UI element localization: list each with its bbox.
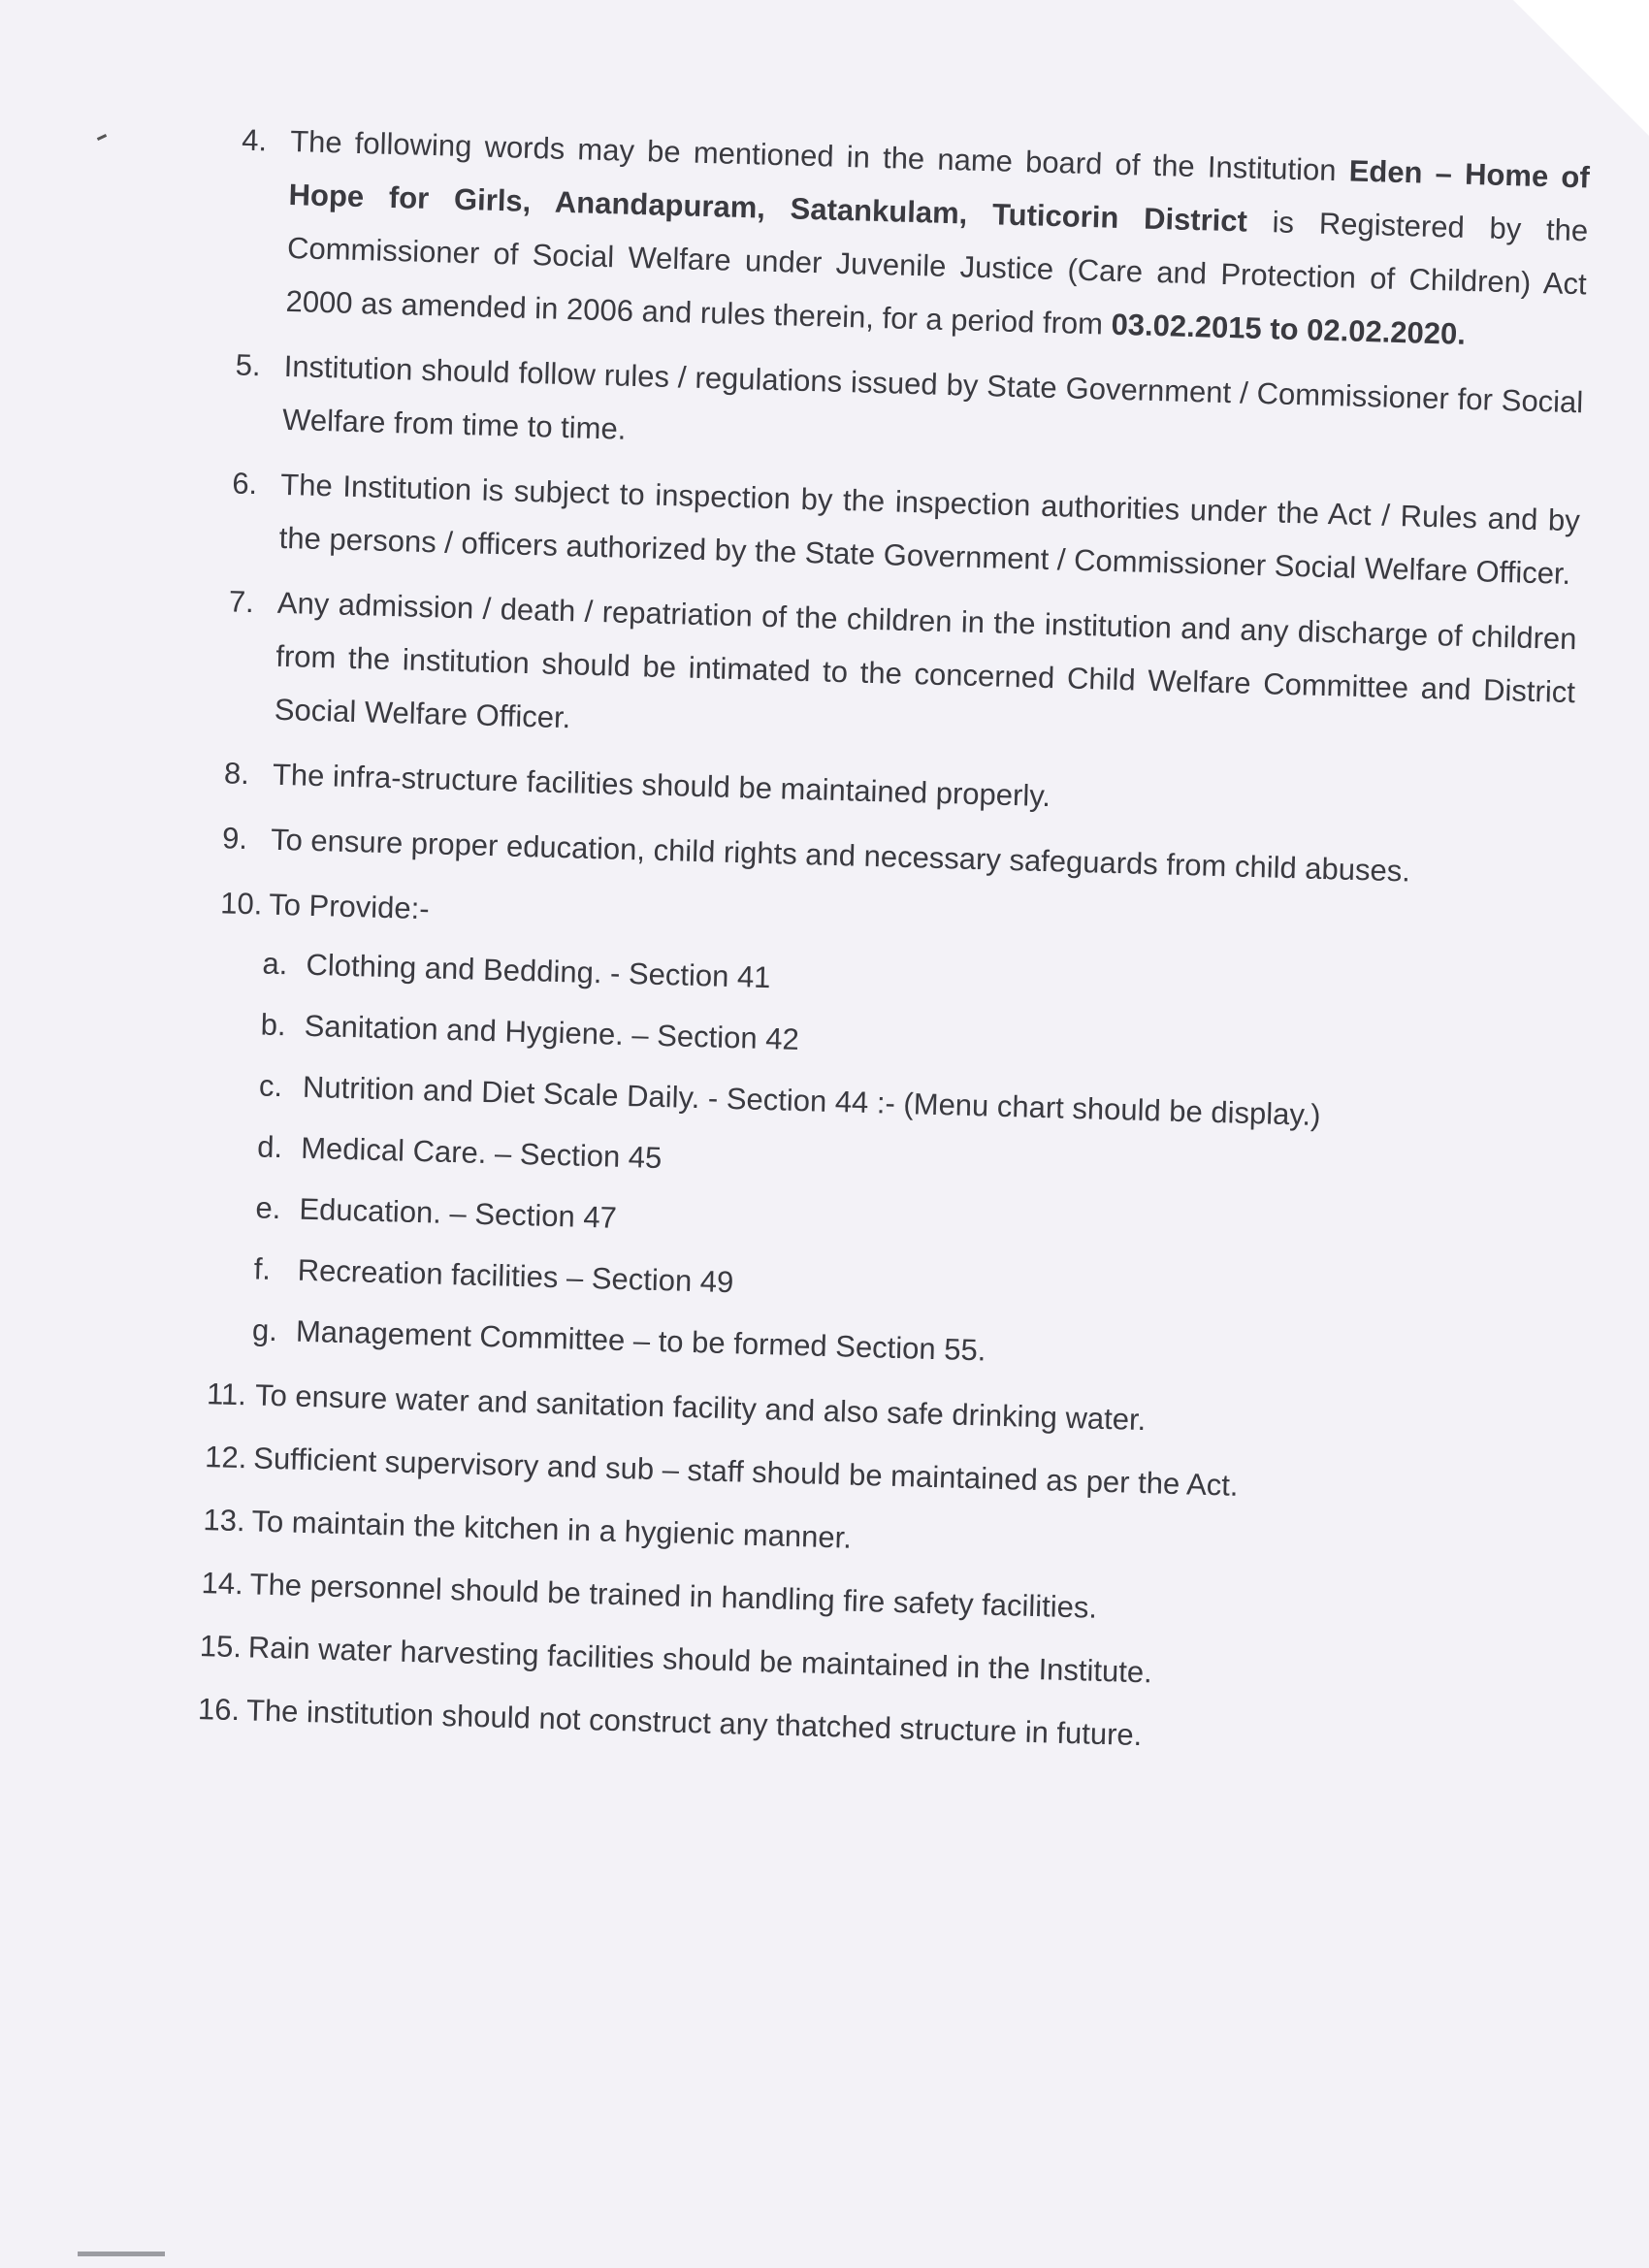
sub-item-text: Clothing and Bedding. - Section 41 <box>306 947 771 995</box>
document-body <box>197 114 1591 1783</box>
item-text-part: The following words may be mentioned in the name board of the Institution <box>289 123 1350 188</box>
sub-item-letter: d. <box>256 1129 283 1165</box>
item-text: To ensure proper education, child rights and necessary safeguards from child abuses. <box>270 822 1411 889</box>
item-text: The personnel should be trained in handling fire safety facilities. <box>249 1567 1098 1625</box>
item-text: To ensure water and sanitation facility and also safe drinking water. <box>254 1377 1147 1438</box>
sub-item-text: Nutrition and Diet Scale Daily. - Section 44 :- (Menu chart should be display.) <box>302 1069 1322 1133</box>
margin-mark <box>97 134 107 141</box>
item-text: The Institution is subject to inspection by the inspection authorities under the Act / Rules and by the persons / officers authorized by the State Government / Commissioner Social Welfare Officer. <box>278 467 1581 592</box>
item-text: Rain water harvesting facilities should be maintained in the Institute. <box>247 1630 1153 1690</box>
sub-item-text: Education. – Section 47 <box>299 1191 618 1235</box>
provisions-sublist <box>251 938 1568 1393</box>
item-number: 8. <box>223 756 250 792</box>
item-number: 5. <box>235 347 262 383</box>
folded-corner <box>1513 0 1649 136</box>
item-number: 9. <box>221 821 248 857</box>
sub-item-text: Recreation facilities – Section 49 <box>297 1252 734 1300</box>
institution-name: Eden – Home of Hope for Girls, Anandapuram, Satankulam, Tuticorin District <box>288 153 1591 239</box>
sub-item-letter: b. <box>260 1007 287 1043</box>
item-text: The institution should not construct any thatched structure in future. <box>245 1693 1143 1753</box>
item-text: The infra-structure facilities should be maintained properly. <box>272 757 1051 814</box>
item-text <box>285 114 1591 364</box>
item-number: 16. <box>197 1691 241 1728</box>
item-text-part: is Registered by the Commissioner of Social Welfare under Juvenile Justice (Care and Protection of Children) Act 2000 as amended in 2006 and rules therein, for a period from <box>285 204 1589 341</box>
lower-list <box>197 1368 1555 1772</box>
item-number: 4. <box>241 122 268 158</box>
item-number: 10. <box>219 886 263 922</box>
list-item <box>241 114 1591 364</box>
item-text: Sufficient supervisory and sub – staff should be maintained as per the Act. <box>252 1441 1240 1503</box>
sub-item-text: Medical Care. – Section 45 <box>300 1130 663 1176</box>
sub-item-letter: f. <box>253 1251 272 1286</box>
item-text: Any admission / death / repatriation of the children in the institution and any discharge of children from the institution should be intimated to the concerned Child Welfare Committee and District Social Welfare Officer. <box>274 585 1577 735</box>
item-number: 14. <box>201 1566 244 1602</box>
sub-item-text: Sanitation and Hygiene. – Section 42 <box>304 1008 800 1056</box>
item-number: 13. <box>203 1503 246 1539</box>
item-number: 12. <box>204 1440 247 1475</box>
item-number: 15. <box>199 1628 242 1665</box>
item-number: 6. <box>231 466 258 502</box>
item-text: To Provide:- <box>268 887 431 926</box>
item-text: Institution should follow rules / regulations issued by State Government / Commissioner for Social Welfare from time to time. <box>281 348 1584 446</box>
list-item <box>235 340 1584 482</box>
sub-item-letter: c. <box>258 1068 283 1104</box>
list-item <box>219 878 1568 1393</box>
sub-item-text: Management Committee – to be formed Section 55. <box>295 1313 986 1368</box>
item-number: 7. <box>228 584 255 620</box>
item-text: To maintain the kitchen in a hygienic manner. <box>251 1504 853 1555</box>
list-item <box>228 576 1577 772</box>
sub-item-letter: a. <box>262 946 288 982</box>
scan-edge-mark <box>78 2252 165 2256</box>
item-number: 11. <box>206 1377 247 1412</box>
registration-period: 03.02.2015 to 02.02.2020. <box>1111 307 1467 351</box>
sub-item-letter: e. <box>255 1190 281 1226</box>
list-item <box>231 458 1581 600</box>
sub-item-letter: g. <box>251 1312 278 1348</box>
